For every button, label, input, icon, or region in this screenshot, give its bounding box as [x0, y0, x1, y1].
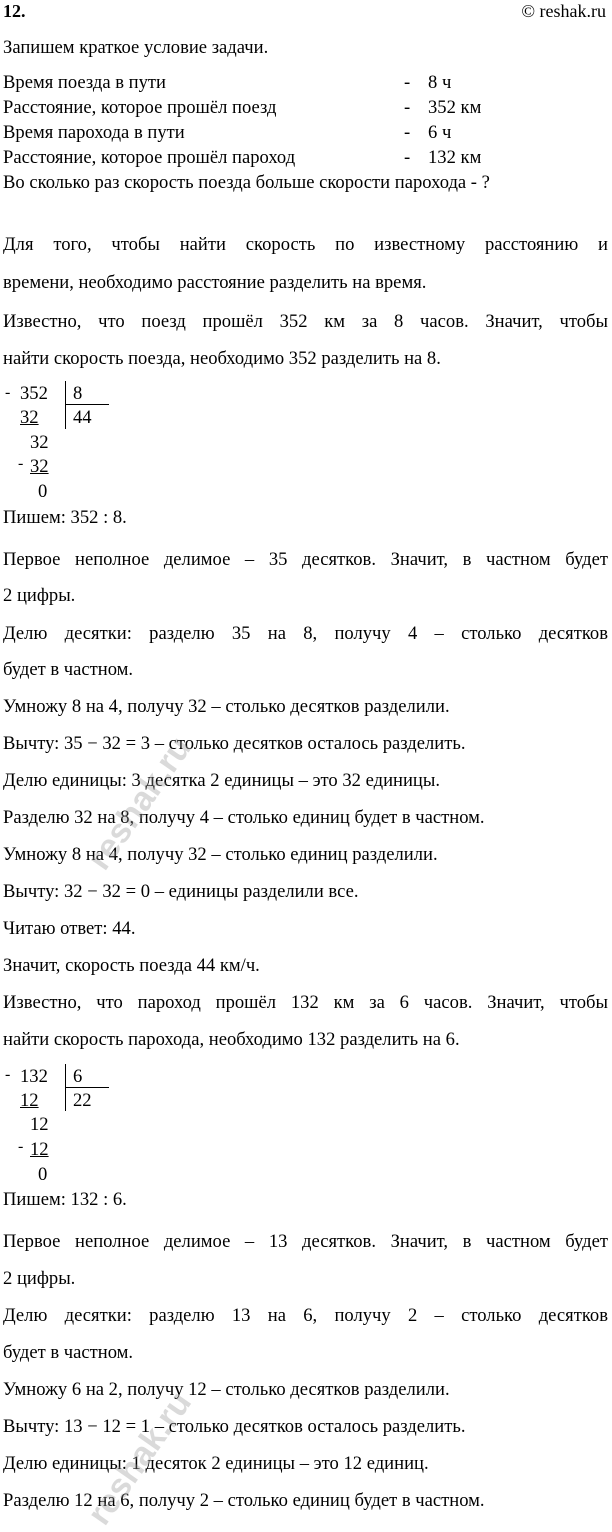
condition-label: Расстояние, которое прошёл поезд	[3, 97, 277, 118]
step-line: Первое неполное делимое – 35 десятков. Значит, в частном будет	[3, 549, 608, 570]
divisor: 8	[73, 383, 83, 404]
step-line: Разделю 32 на 8, получу 4 – столько единиц будет в частном.	[3, 807, 485, 828]
condition-dash: -	[404, 72, 411, 93]
step-line: Умножу 8 на 4, получу 32 – столько десятков разделили.	[3, 696, 450, 717]
minus-sign: -	[18, 1138, 24, 1155]
step-line: Делю десятки: разделю 35 на 8, получу 4 – столько десятков	[3, 623, 608, 644]
train-line: Известно, что поезд прошёл 352 км за 8 часов. Значит, чтобы	[3, 311, 608, 332]
write-line: Пишем: 352 : 8.	[3, 507, 127, 528]
step-line: Делю единицы: 3 десятка 2 единицы – это 32 единицы.	[3, 770, 441, 791]
step-line: Читаю ответ: 44.	[3, 918, 136, 939]
dividend: 352	[20, 383, 48, 404]
quotient: 22	[73, 1090, 92, 1111]
step-line: Умножу 8 на 4, получу 32 – столько единиц разделили.	[3, 844, 438, 865]
quotient: 44	[73, 407, 92, 428]
remainder: 0	[38, 1164, 48, 1185]
division-bar	[65, 381, 66, 429]
step-line: Первое неполное делимое – 13 десятков. Значит, в частном будет	[3, 1231, 608, 1252]
condition-dash: -	[404, 97, 411, 118]
condition-dash: -	[404, 122, 411, 143]
rule-line: времени, необходимо расстояние разделить на время.	[3, 272, 427, 293]
step-line: Делю единицы: 1 десяток 2 единицы – это 12 единиц.	[3, 1453, 429, 1474]
remainder: 12	[30, 1114, 49, 1135]
intro-text: Запишем краткое условие задачи.	[3, 37, 269, 58]
rule-line: Для того, чтобы найти скорость по известному расстоянию и	[3, 234, 608, 255]
step-line: Вычту: 13 − 12 = 1 – столько десятков осталось разделить.	[3, 1416, 466, 1437]
train-line: найти скорость поезда, необходимо 352 разделить на 8.	[3, 348, 441, 369]
step-line: будет в частном.	[3, 659, 134, 680]
question-text: Во сколько раз скорость поезда больше скорости парохода - ?	[3, 172, 490, 193]
step-line: 2 цифры.	[3, 585, 76, 606]
divisor: 6	[73, 1066, 83, 1087]
minus-sign: -	[5, 384, 11, 401]
remainder: 0	[38, 481, 48, 502]
write-line: Пишем: 132 : 6.	[3, 1189, 127, 1210]
condition-value: 6 ч	[428, 122, 452, 143]
condition-label: Расстояние, которое прошёл пароход	[3, 147, 296, 168]
step-line: Разделю 12 на 6, получу 2 – столько единиц будет в частном.	[3, 1490, 485, 1511]
step-line: Вычту: 35 − 32 = 3 – столько десятков осталось разделить.	[3, 733, 466, 754]
dividend: 132	[20, 1066, 48, 1087]
ship-line: Известно, что пароход прошёл 132 км за 6 часов. Значит, чтобы	[3, 992, 608, 1013]
condition-label: Время поезда в пути	[3, 72, 166, 93]
condition-value: 132 км	[428, 147, 482, 168]
minus-sign: -	[5, 1066, 11, 1083]
step-line: Умножу 6 на 2, получу 12 – столько десятков разделили.	[3, 1379, 450, 1400]
subtrahend: 32	[30, 456, 49, 477]
subtrahend: 12	[30, 1139, 49, 1160]
quotient-line	[65, 404, 109, 405]
condition-dash: -	[404, 147, 411, 168]
watermark: reshak.ru	[80, 1384, 199, 1532]
remainder: 32	[30, 432, 49, 453]
step-line: Вычту: 32 − 32 = 0 – единицы разделили все.	[3, 881, 359, 902]
condition-value: 8 ч	[428, 72, 452, 93]
step-line: будет в частном.	[3, 1342, 134, 1363]
site-label: © reshak.ru	[521, 1, 606, 21]
step-line: Делю десятки: разделю 13 на 6, получу 2 – столько десятков	[3, 1305, 608, 1326]
step-line: 2 цифры.	[3, 1268, 76, 1289]
condition-value: 352 км	[428, 97, 482, 118]
quotient-line	[65, 1087, 109, 1088]
watermark: reshak.ru	[80, 729, 199, 877]
minus-sign: -	[18, 455, 24, 472]
condition-label: Время парохода в пути	[3, 122, 185, 143]
step-line: Значит, скорость поезда 44 км/ч.	[3, 955, 260, 976]
ship-line: найти скорость парохода, необходимо 132 разделить на 6.	[3, 1029, 460, 1050]
task-number: 12.	[3, 1, 26, 21]
subtrahend: 12	[20, 1090, 39, 1111]
subtrahend: 32	[20, 407, 39, 428]
